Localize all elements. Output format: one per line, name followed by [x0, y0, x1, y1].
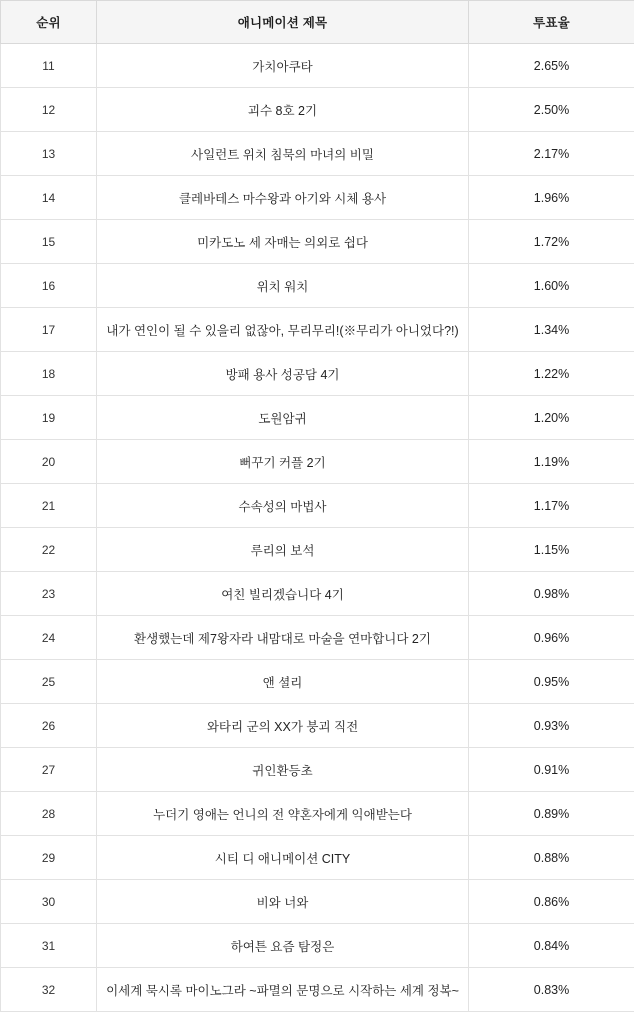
cell-title: 와타리 군의 XX가 붕괴 직전 — [97, 704, 469, 748]
cell-title: 앤 셜리 — [97, 660, 469, 704]
table-row — [1, 440, 634, 484]
column-header-title: 애니메이션 제목 — [97, 1, 469, 44]
cell-rank: 22 — [1, 528, 97, 572]
cell-title: 하여튼 요즘 탐정은 — [97, 924, 469, 968]
cell-title: 사일런트 위치 침묵의 마녀의 비밀 — [97, 132, 469, 176]
cell-vote-rate: 0.83% — [469, 968, 634, 1012]
cell-rank: 27 — [1, 748, 97, 792]
cell-rank: 11 — [1, 44, 97, 88]
cell-vote-rate: 0.84% — [469, 924, 634, 968]
cell-vote-rate: 1.20% — [469, 396, 634, 440]
cell-title: 루리의 보석 — [97, 528, 469, 572]
cell-vote-rate: 0.95% — [469, 660, 634, 704]
cell-rank: 14 — [1, 176, 97, 220]
cell-title: 클레바테스 마수왕과 아기와 시체 용사 — [97, 176, 469, 220]
cell-rank: 28 — [1, 792, 97, 836]
cell-title: 수속성의 마법사 — [97, 484, 469, 528]
cell-vote-rate: 2.50% — [469, 88, 634, 132]
cell-title: 비와 너와 — [97, 880, 469, 924]
cell-title: 시티 디 애니메이션 CITY — [97, 836, 469, 880]
cell-rank: 25 — [1, 660, 97, 704]
table-row — [1, 924, 634, 968]
cell-rank: 29 — [1, 836, 97, 880]
cell-vote-rate: 1.17% — [469, 484, 634, 528]
table-row — [1, 132, 634, 176]
cell-vote-rate: 0.89% — [469, 792, 634, 836]
table-row — [1, 836, 634, 880]
cell-vote-rate: 0.88% — [469, 836, 634, 880]
table-row — [1, 748, 634, 792]
cell-title: 누더기 영애는 언니의 전 약혼자에게 익애받는다 — [97, 792, 469, 836]
cell-title: 방패 용사 성공담 4기 — [97, 352, 469, 396]
cell-title: 미카도노 세 자매는 의외로 쉽다 — [97, 220, 469, 264]
table-row — [1, 308, 634, 352]
cell-title: 이세계 묵시록 마이노그라 ~파멸의 문명으로 시작하는 세계 정복~ — [97, 968, 469, 1012]
cell-rank: 31 — [1, 924, 97, 968]
table-row — [1, 484, 634, 528]
cell-rank: 21 — [1, 484, 97, 528]
cell-title: 뻐꾸기 커플 2기 — [97, 440, 469, 484]
cell-vote-rate: 1.96% — [469, 176, 634, 220]
table-row — [1, 176, 634, 220]
cell-vote-rate: 1.22% — [469, 352, 634, 396]
column-header-rate: 투표율 — [469, 1, 634, 44]
cell-rank: 26 — [1, 704, 97, 748]
cell-rank: 30 — [1, 880, 97, 924]
cell-title: 여친 빌리겠습니다 4기 — [97, 572, 469, 616]
table-row — [1, 704, 634, 748]
table-row — [1, 792, 634, 836]
cell-title: 내가 연인이 될 수 있을리 없잖아, 무리무리!(※무리가 아니었다?!) — [97, 308, 469, 352]
cell-title: 위치 워치 — [97, 264, 469, 308]
table-row — [1, 616, 634, 660]
table-row — [1, 396, 634, 440]
cell-title: 환생했는데 제7왕자라 내맘대로 마술을 연마합니다 2기 — [97, 616, 469, 660]
cell-rank: 23 — [1, 572, 97, 616]
cell-title: 귀인환등초 — [97, 748, 469, 792]
cell-rank: 15 — [1, 220, 97, 264]
cell-title: 괴수 8호 2기 — [97, 88, 469, 132]
table-row — [1, 264, 634, 308]
column-header-rank: 순위 — [1, 1, 97, 44]
table-header-row — [1, 1, 634, 44]
cell-vote-rate: 1.60% — [469, 264, 634, 308]
table-row — [1, 660, 634, 704]
cell-vote-rate: 1.15% — [469, 528, 634, 572]
cell-rank: 18 — [1, 352, 97, 396]
cell-title: 도원암귀 — [97, 396, 469, 440]
table-row — [1, 572, 634, 616]
table-row — [1, 880, 634, 924]
cell-rank: 32 — [1, 968, 97, 1012]
table-header — [1, 1, 634, 44]
cell-vote-rate: 1.72% — [469, 220, 634, 264]
cell-vote-rate: 1.19% — [469, 440, 634, 484]
cell-vote-rate: 0.86% — [469, 880, 634, 924]
table-row — [1, 220, 634, 264]
table-row — [1, 44, 634, 88]
table-row — [1, 968, 634, 1012]
cell-title: 가치아쿠타 — [97, 44, 469, 88]
cell-rank: 24 — [1, 616, 97, 660]
table-body — [1, 44, 634, 1012]
cell-vote-rate: 0.91% — [469, 748, 634, 792]
cell-rank: 19 — [1, 396, 97, 440]
table-row — [1, 352, 634, 396]
cell-rank: 13 — [1, 132, 97, 176]
cell-vote-rate: 0.93% — [469, 704, 634, 748]
cell-vote-rate: 1.34% — [469, 308, 634, 352]
cell-vote-rate: 2.17% — [469, 132, 634, 176]
cell-vote-rate: 0.98% — [469, 572, 634, 616]
cell-vote-rate: 2.65% — [469, 44, 634, 88]
table-row — [1, 528, 634, 572]
table-row — [1, 88, 634, 132]
cell-vote-rate: 0.96% — [469, 616, 634, 660]
cell-rank: 12 — [1, 88, 97, 132]
cell-rank: 20 — [1, 440, 97, 484]
cell-rank: 16 — [1, 264, 97, 308]
cell-rank: 17 — [1, 308, 97, 352]
